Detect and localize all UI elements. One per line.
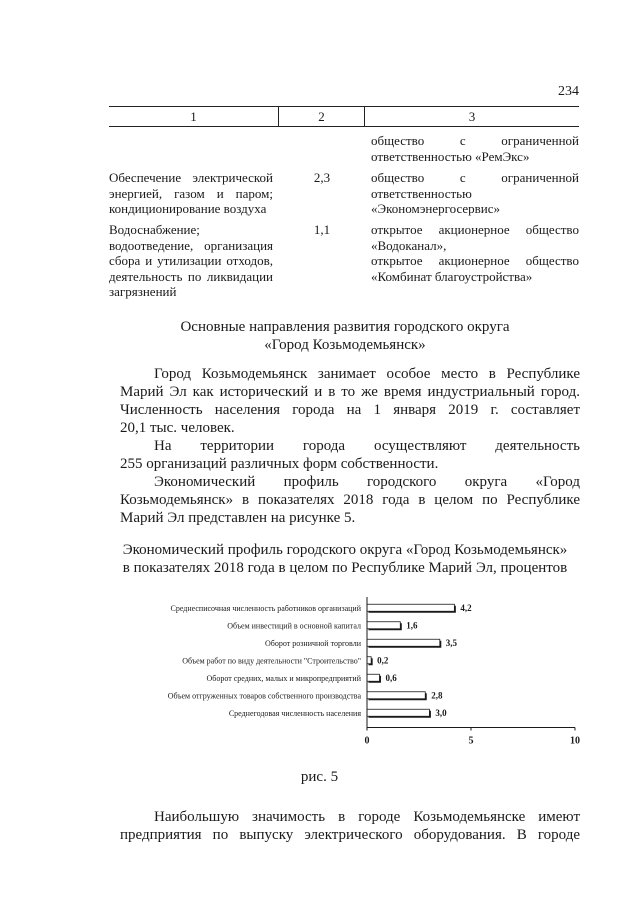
- table-cell-line: «Комбинат благоустройства»: [371, 268, 533, 284]
- table-cell-line: водоотведение, организация: [109, 237, 273, 253]
- table-cell-line: открытое акционерное общество: [371, 222, 579, 237]
- bar: [367, 674, 379, 681]
- table-cell-share: 1,1: [313, 222, 331, 237]
- table-cell-organizations: [365, 133, 579, 164]
- paragraph-line: На территории города осуществляют деятельность: [154, 438, 580, 454]
- table-cell-line: «Водоканал»,: [371, 237, 447, 253]
- table-cell-line: кондиционирование воздуха: [109, 201, 267, 216]
- table-cell-line: общество с ограниченной: [371, 133, 579, 148]
- x-tick-label: 0: [364, 735, 370, 747]
- paragraph-line: Марий Эл представлен на рисунке 5.: [120, 510, 356, 526]
- figure-caption: рис. 5: [300, 769, 339, 785]
- table-row: [109, 170, 579, 217]
- category-label: Оборот розничной торговли: [265, 638, 361, 648]
- table-cell-line: ответственностью «РемЭкс»: [371, 148, 530, 164]
- table-cell-share: 2,3: [313, 170, 331, 185]
- bar-chart-svg: [110, 595, 595, 755]
- table-header-cell: 2: [279, 107, 365, 126]
- bar: [367, 657, 371, 664]
- bar: [367, 709, 429, 716]
- data-label: 2,8: [431, 690, 443, 701]
- table-cell-line: сбора и утилизации отходов,: [109, 253, 273, 268]
- table-cell-line: энергией, газом и паром;: [109, 185, 273, 201]
- category-label: Среднегодовая численность населения: [228, 708, 361, 718]
- table-cell-line: открытое акционерное общество: [371, 253, 579, 268]
- table-cell-line: «Экономэнергосервис»: [371, 201, 501, 216]
- figure-heading-line: в показателях 2018 года в целом по Республике Марий Эл, процентов: [122, 560, 568, 576]
- category-label: Объем инвестиций в основной капитал: [227, 621, 361, 631]
- table-header-row: [109, 107, 579, 127]
- data-label: 3,0: [435, 707, 447, 718]
- table-cell-share: [279, 133, 365, 164]
- category-label: Объем работ по виду деятельности "Строительство": [182, 656, 361, 666]
- table-cell-line: деятельность по ликвидации: [109, 268, 273, 284]
- section-heading-line: «Город Козьмодемьянск»: [264, 337, 426, 353]
- bar: [367, 604, 454, 611]
- bar: [367, 639, 440, 646]
- page-number: 234: [558, 84, 579, 99]
- table-row: [109, 222, 579, 300]
- data-label: 4,2: [460, 602, 472, 613]
- category-label: Объем отгруженных товаров собственного производства: [167, 691, 361, 701]
- table-cell-organizations: [365, 170, 579, 217]
- paragraph-line: Экономический профиль городского округа «Город: [154, 474, 580, 490]
- section-heading-line: Основные направления развития городского округа: [180, 319, 510, 335]
- paragraph-line: Численность населения города на 1 января 2019 г. составляет: [120, 402, 580, 418]
- x-tick-label: 5: [468, 735, 474, 747]
- paragraph: [120, 437, 580, 473]
- table-cell-activity: [109, 133, 279, 164]
- category-label: Оборот средних, малых и микропредприятий: [206, 673, 361, 683]
- data-label: 1,6: [406, 620, 418, 631]
- table-cell-organizations: [365, 222, 579, 300]
- table-cell-line: общество с ограниченной: [371, 170, 579, 185]
- paragraph-line: 255 организаций различных форм собственности.: [120, 456, 439, 472]
- paragraph: [120, 808, 580, 844]
- data-label: 0,6: [385, 672, 397, 683]
- section-heading: [100, 318, 590, 354]
- bar-chart: [110, 595, 595, 755]
- bar: [367, 692, 425, 699]
- paragraph: [120, 473, 580, 527]
- table-cell-line: Водоснабжение;: [109, 222, 200, 237]
- table-cell-line: Обеспечение электрической: [109, 170, 273, 185]
- x-tick-label: 10: [570, 735, 580, 747]
- paragraph-line: предприятия по выпуску электрического оборудования. В городе: [120, 827, 580, 843]
- table-cell-activity: [109, 222, 279, 300]
- paragraph-line: Город Козьмодемьянск занимает особое место в Республике: [154, 366, 580, 382]
- table-cell-activity: [109, 170, 279, 217]
- table-cell-line: загрязнений: [109, 284, 177, 299]
- data-label: 3,5: [445, 637, 458, 648]
- figure-heading-line: Экономический профиль городского округа «Город Козьмодемьянск»: [122, 542, 568, 558]
- category-label: Среднесписочная численность работников организаций: [170, 603, 361, 613]
- data-label: 0,2: [377, 655, 389, 666]
- paragraph-line: Наибольшую значимость в городе Козьмодемьянске имеют: [154, 809, 580, 825]
- table-cell-line: ответственностью: [371, 185, 472, 201]
- bar: [367, 622, 400, 629]
- paragraph-line: 20,1 тыс. человек.: [120, 420, 235, 436]
- paragraph: [120, 365, 580, 437]
- figure-heading: [100, 541, 590, 577]
- table-header-cell: 1: [109, 107, 279, 126]
- paragraph-line: Марий Эл как исторический и в то же время индустриальный город.: [120, 384, 580, 400]
- table-row: [109, 133, 579, 164]
- table-header-cell: 3: [468, 109, 476, 124]
- paragraph-line: Козьмодемьянск» в показателях 2018 года в целом по Республике: [120, 492, 580, 508]
